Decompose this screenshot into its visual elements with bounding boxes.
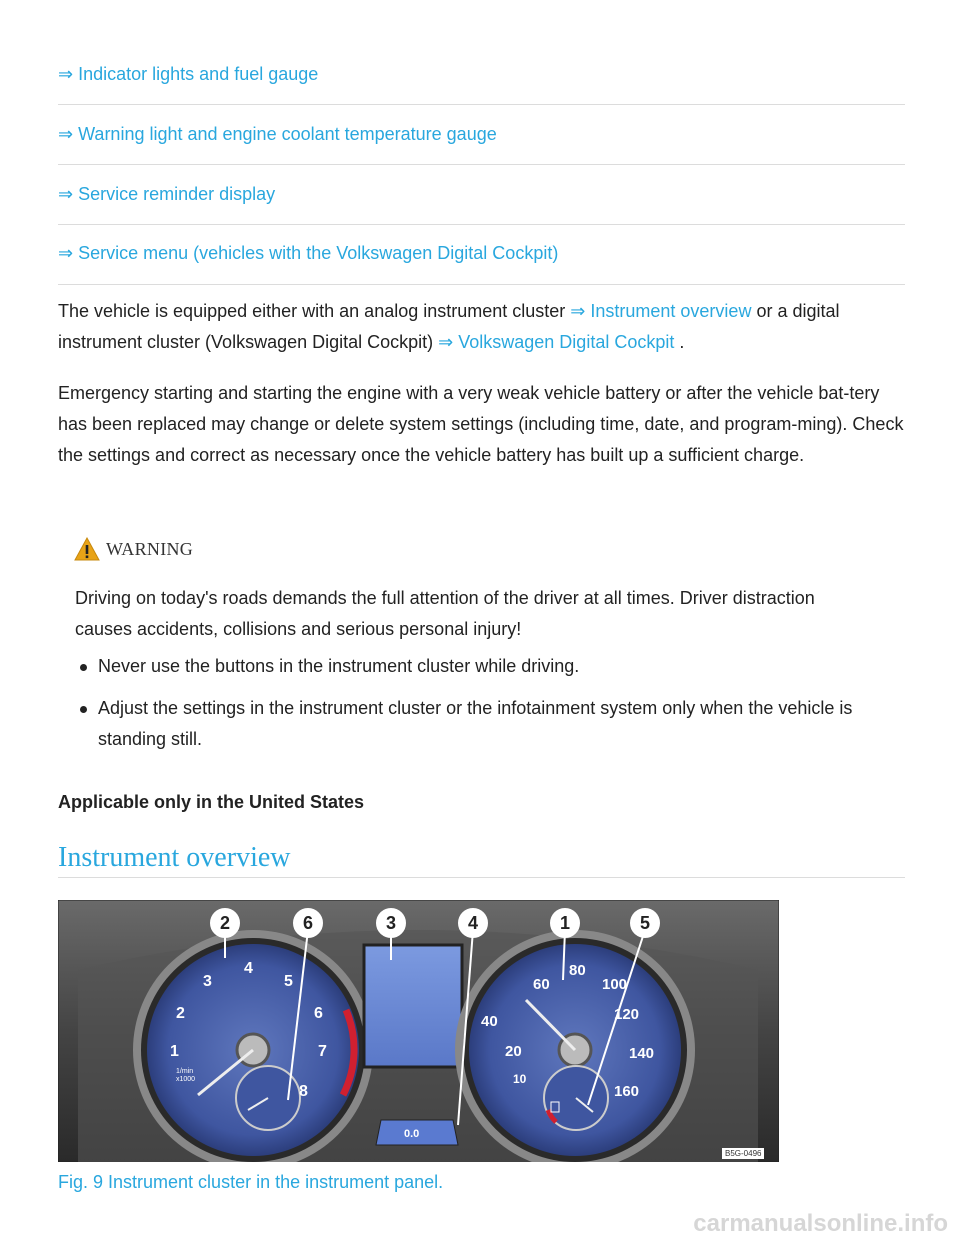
callout-2: 2 bbox=[210, 908, 240, 938]
link-digital-cockpit[interactable]: ⇒ Volkswagen Digital Cockpit bbox=[438, 332, 675, 352]
tach-number: 4 bbox=[244, 960, 253, 977]
callout-6: 6 bbox=[293, 908, 323, 938]
callout-3: 3 bbox=[376, 908, 406, 938]
toc-link-label: Service menu (vehicles with the Volkswagen Digital Cockpit) bbox=[78, 243, 559, 263]
figure-code: B5G-0496 bbox=[722, 1148, 764, 1159]
divider bbox=[58, 104, 905, 105]
link-instrument-overview[interactable]: ⇒ Instrument overview bbox=[570, 301, 752, 321]
divider bbox=[58, 164, 905, 165]
tach-number: 6 bbox=[314, 1005, 323, 1022]
speedo-number: 160 bbox=[614, 1083, 640, 1100]
arrow-icon: ⇒ bbox=[58, 184, 74, 204]
toc-link-service-menu[interactable] bbox=[58, 243, 558, 264]
speedo-number: 100 bbox=[602, 976, 628, 993]
intro-text: . bbox=[674, 332, 685, 352]
toc-link-service-reminder[interactable] bbox=[58, 184, 275, 205]
toc-link-warning-light[interactable] bbox=[58, 124, 497, 145]
bullet-icon bbox=[80, 706, 87, 713]
instrument-cluster-figure bbox=[58, 900, 779, 1162]
speedo-number: 20 bbox=[505, 1043, 522, 1060]
list-item bbox=[80, 651, 870, 682]
section-title: Instrument overview bbox=[58, 842, 291, 873]
warning-label: WARNING bbox=[106, 538, 194, 559]
tach-number: 3 bbox=[203, 973, 212, 990]
speedo-number: 140 bbox=[629, 1045, 655, 1062]
intro-text: or a digital instrument cluster (Volkswagen Digital Cockpit) bbox=[58, 301, 840, 352]
tach-number: 2 bbox=[176, 1005, 185, 1022]
emergency-paragraph: Emergency starting and starting the engine with a very weak vehicle battery or after the vehicle bat-tery has been replaced may change or delete system settings (including time, date, and program-ming). Check the settings and correct as necessary once the vehicle battery has built up a sufficient charge. bbox=[58, 383, 904, 465]
arrow-icon: ⇒ bbox=[58, 243, 74, 263]
speedo-number: 60 bbox=[533, 976, 550, 993]
speedo-number: 120 bbox=[614, 1006, 640, 1023]
divider bbox=[58, 877, 905, 878]
bullet-icon bbox=[80, 664, 87, 671]
arrow-icon: ⇒ bbox=[58, 124, 74, 144]
tach-number: 7 bbox=[318, 1043, 327, 1060]
callout-4: 4 bbox=[458, 908, 488, 938]
intro-text: The vehicle is equipped either with an analog instrument cluster bbox=[58, 301, 571, 321]
warning-triangle-icon bbox=[74, 537, 100, 561]
divider bbox=[58, 224, 905, 225]
bullet-text: Never use the buttons in the instrument cluster while driving. bbox=[98, 656, 580, 676]
warning-text: Driving on today's roads demands the full attention of the driver at all times. Driver distraction causes accidents, collisions and serious personal injury! bbox=[75, 588, 815, 639]
watermark: carmanualsonline.info bbox=[693, 1210, 948, 1237]
tach-number: 5 bbox=[284, 973, 293, 990]
callout-1: 1 bbox=[550, 908, 580, 938]
toc-link-label: Indicator lights and fuel gauge bbox=[78, 64, 319, 84]
odometer-readout: 0.0 bbox=[404, 1128, 420, 1140]
figure-caption: Fig. 9 Instrument cluster in the instrument panel. bbox=[58, 1172, 444, 1192]
applicability-heading: Applicable only in the United States bbox=[58, 792, 365, 812]
tach-number: 1 bbox=[170, 1043, 179, 1060]
callout-5: 5 bbox=[630, 908, 660, 938]
tach-unit-label: 1/min x1000 bbox=[176, 1068, 196, 1083]
instrument-cluster-image bbox=[58, 900, 779, 1162]
arrow-icon: ⇒ bbox=[58, 64, 74, 84]
toc-link-indicator-lights[interactable] bbox=[58, 64, 318, 85]
speedo-number: 40 bbox=[481, 1013, 498, 1030]
toc-link-label: Service reminder display bbox=[78, 184, 276, 204]
speedo-number: 10 bbox=[513, 1072, 527, 1086]
intro-paragraph bbox=[58, 296, 908, 358]
list-item bbox=[80, 693, 870, 755]
speedo-number: 80 bbox=[569, 962, 586, 979]
warning-heading bbox=[74, 536, 193, 562]
bullet-text: Adjust the settings in the instrument cluster or the infotainment system only when the vehicle is standing still. bbox=[98, 698, 853, 749]
divider bbox=[58, 284, 905, 285]
toc-link-label: Warning light and engine coolant temperature gauge bbox=[78, 124, 497, 144]
tach-number: 8 bbox=[299, 1083, 308, 1100]
